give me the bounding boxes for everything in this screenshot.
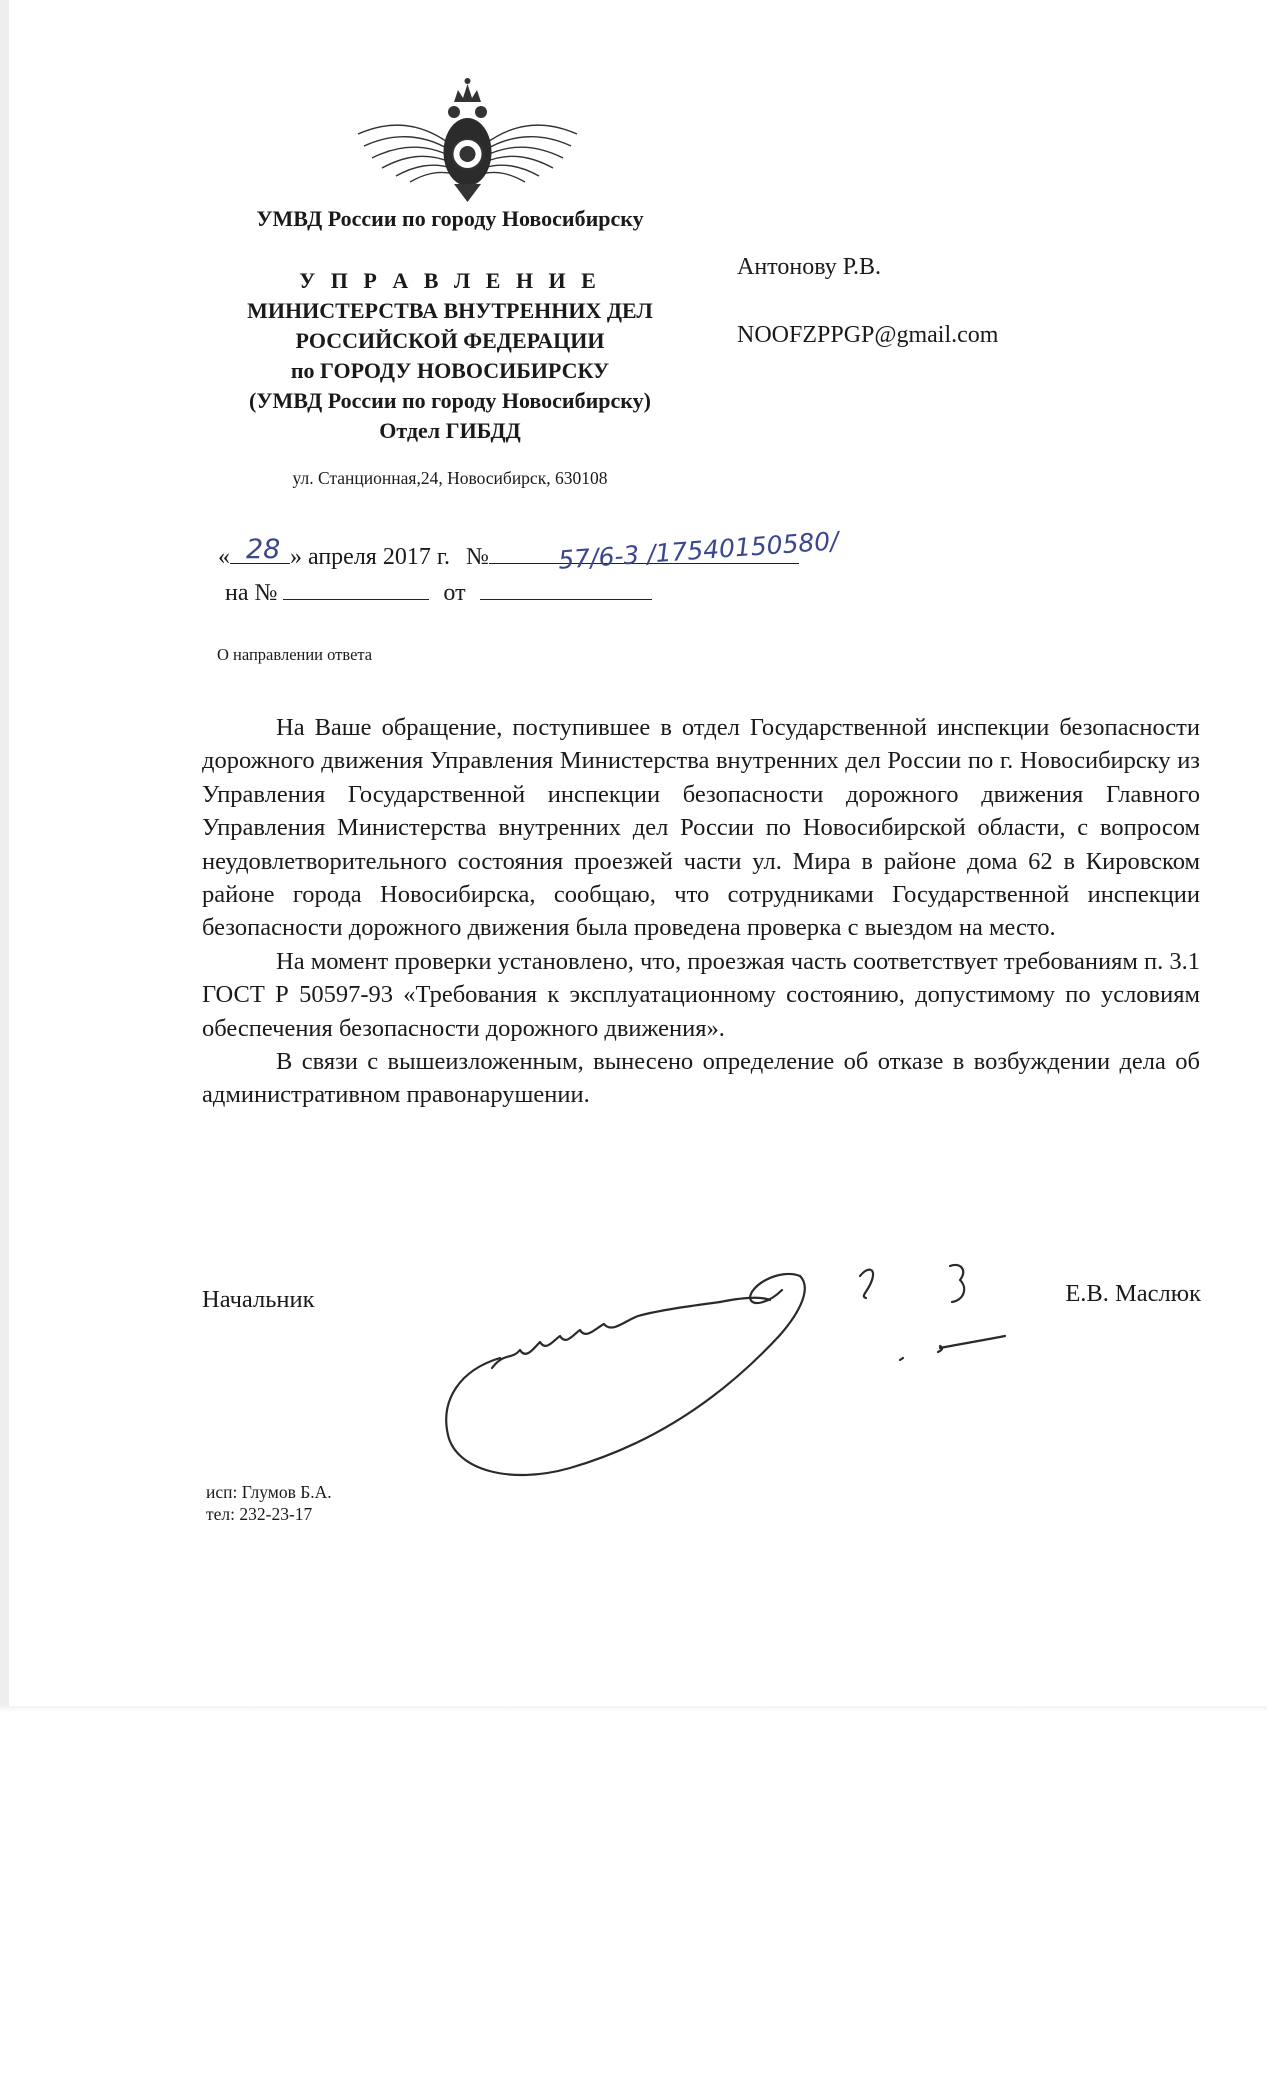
body-paragraph: На Ваше обращение, поступившее в отдел Государственной инспекции безопасности дорожного движения Управления Министерства внутренних дел России по г. Новосибирску из Управления Государственной инспекции безопасности дорожного движения Главного Управления Министерства внутренних дел России по Новосибирской области, с вопросом неудовлетворительного состояния проезжей части ул. Мира в районе дома 62 в Кировском районе города Новосибирска, сообщаю, что сотрудниками Государственной инспекции безопасности дорожного движения была проведена проверка с выездом на место. xyxy=(202,714,1200,942)
executor-block xyxy=(206,1481,332,1525)
handwritten-outgoing-number: 57/6-3 /17540150580/ xyxy=(557,526,840,575)
letter-subject: О направлении ответа xyxy=(217,645,373,664)
signatory-title: Начальник xyxy=(202,1286,315,1313)
org-line-federation: РОССИЙСКОЙ ФЕДЕРАЦИИ xyxy=(295,328,605,353)
executor-phone: тел: 232-23-17 xyxy=(206,1504,313,1524)
body-paragraph: В связи с вышеизложенным, вынесено определение об отказе в возбуждении дела об административном правонарушении. xyxy=(202,1048,1200,1109)
date-month-year: » апреля 2017 г. xyxy=(290,544,450,570)
org-short-name: УМВД России по городу Новосибирску xyxy=(256,206,644,231)
org-line-department: Отдел ГИБДД xyxy=(379,418,521,443)
org-line-ministry: МИНИСТЕРСТВА ВНУТРЕННИХ ДЕЛ xyxy=(247,298,653,323)
executor-name: исп: Глумов Б.А. xyxy=(206,1482,332,1502)
org-address: ул. Станционная,24, Новосибирск, 630108 xyxy=(292,468,608,488)
addressee-email: NOOFZPPGP@gmail.com xyxy=(737,322,999,348)
handwritten-day: 28 xyxy=(246,534,281,565)
org-line-directorate: У П Р А В Л Е Н И Е xyxy=(299,268,601,293)
incoming-date-blank xyxy=(480,579,652,600)
incoming-number-label: на № xyxy=(225,580,278,606)
addressee-name: Антонову Р.В. xyxy=(737,254,882,280)
incoming-number-blank xyxy=(283,579,429,600)
handwritten-signature xyxy=(420,1240,1040,1500)
incoming-reference xyxy=(225,579,652,607)
org-line-abbrev: (УМВД России по городу Новосибирску) xyxy=(249,388,651,413)
scan-edge xyxy=(0,0,9,1712)
scan-bottom-edge xyxy=(0,1706,1267,1712)
signatory-name: Е.В. Маслюк xyxy=(1065,1280,1201,1307)
letter-body xyxy=(202,711,1200,1112)
mvd-emblem-icon xyxy=(350,72,585,204)
date-open-quote: « xyxy=(218,544,230,570)
org-line-city: по ГОРОДУ НОВОСИБИРСКУ xyxy=(290,358,610,383)
addressee-block xyxy=(737,250,998,352)
outgoing-number-label: № xyxy=(465,544,489,570)
org-letterhead xyxy=(190,266,710,446)
incoming-date-label: от xyxy=(443,580,466,606)
body-paragraph: На момент проверки установлено, что, проезжая часть соответствует требованиям п. 3.1 ГОСТ Р 50597-93 «Требования к эксплуатационному состоянию, допустимому по условиям обеспечения безопасности дорожного движения». xyxy=(202,947,1200,1042)
